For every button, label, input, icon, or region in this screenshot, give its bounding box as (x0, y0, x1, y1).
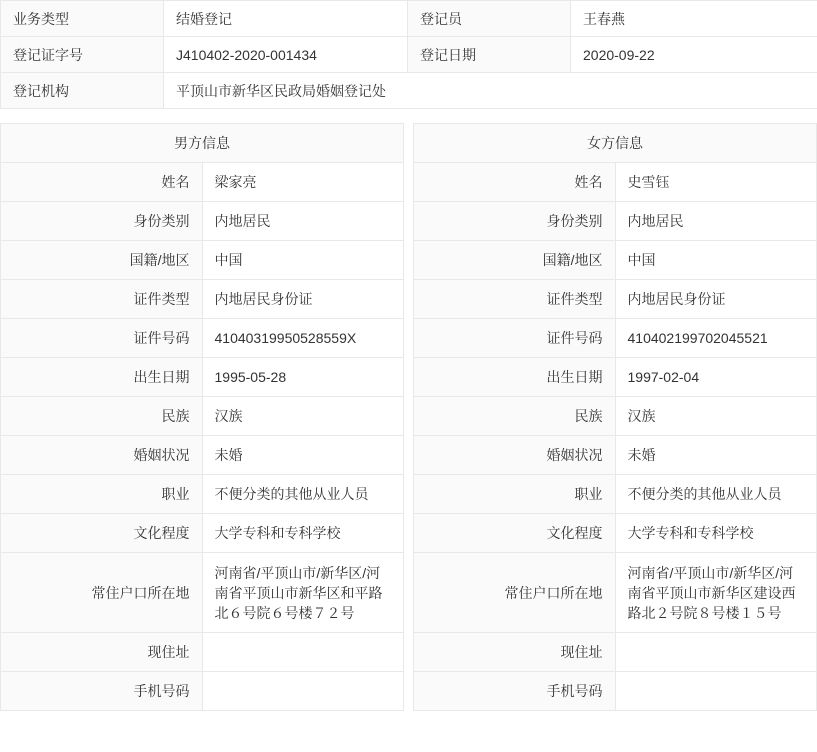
female-marital-status-value: 未婚 (615, 436, 817, 475)
female-identity-category-value: 内地居民 (615, 202, 817, 241)
female-name-value: 史雪钰 (615, 163, 817, 202)
male-ethnicity-label: 民族 (1, 397, 203, 436)
table-row (414, 319, 817, 358)
female-panel-title: 女方信息 (414, 124, 817, 163)
table-row (414, 553, 817, 633)
male-marital-status-value: 未婚 (202, 436, 404, 475)
table-row (414, 475, 817, 514)
table-row (1, 319, 404, 358)
registration-date-label: 登记日期 (408, 37, 571, 73)
table-row (1, 672, 404, 711)
female-birthdate-value: 1997-02-04 (615, 358, 817, 397)
male-occupation-label: 职业 (1, 475, 203, 514)
table-row (414, 202, 817, 241)
female-marital-status-label: 婚姻状况 (414, 436, 616, 475)
male-marital-status-label: 婚姻状况 (1, 436, 203, 475)
female-education-label: 文化程度 (414, 514, 616, 553)
table-row (414, 633, 817, 672)
female-identity-category-label: 身份类别 (414, 202, 616, 241)
business-type-label: 业务类型 (1, 1, 164, 37)
table-row (414, 397, 817, 436)
table-row (414, 280, 817, 319)
table-row (1, 514, 404, 553)
male-panel (0, 123, 404, 711)
table-row (414, 358, 817, 397)
female-phone-value (615, 672, 817, 711)
male-info-table (0, 123, 404, 711)
female-id-number-label: 证件号码 (414, 319, 616, 358)
table-row (414, 672, 817, 711)
female-ethnicity-label: 民族 (414, 397, 616, 436)
male-nationality-label: 国籍/地区 (1, 241, 203, 280)
registration-agency-label: 登记机构 (1, 73, 164, 109)
female-id-number-value: 410402199702045521 (615, 319, 817, 358)
female-id-type-label: 证件类型 (414, 280, 616, 319)
male-identity-category-value: 内地居民 (202, 202, 404, 241)
male-identity-category-label: 身份类别 (1, 202, 203, 241)
male-id-number-label: 证件号码 (1, 319, 203, 358)
male-phone-value (202, 672, 404, 711)
table-row (1, 633, 404, 672)
female-nationality-value: 中国 (615, 241, 817, 280)
registration-agency-value: 平顶山市新华区民政局婚姻登记处 (164, 73, 817, 109)
female-info-table (413, 123, 817, 711)
table-row (1, 163, 404, 202)
male-household-address-value: 河南省/平顶山市/新华区/河南省平顶山市新华区和平路北６号院６号楼７２号 (202, 553, 404, 633)
male-id-type-value: 内地居民身份证 (202, 280, 404, 319)
male-name-label: 姓名 (1, 163, 203, 202)
table-row (1, 241, 404, 280)
female-panel (413, 123, 817, 711)
person-panels (0, 109, 817, 711)
table-row (1, 37, 817, 73)
female-birthdate-label: 出生日期 (414, 358, 616, 397)
table-row (414, 514, 817, 553)
male-household-address-label: 常住户口所在地 (1, 553, 203, 633)
table-row (1, 553, 404, 633)
registration-summary-table (0, 0, 817, 109)
male-phone-label: 手机号码 (1, 672, 203, 711)
female-education-value: 大学专科和专科学校 (615, 514, 817, 553)
female-current-address-label: 现住址 (414, 633, 616, 672)
female-ethnicity-value: 汉族 (615, 397, 817, 436)
female-name-label: 姓名 (414, 163, 616, 202)
female-occupation-value: 不便分类的其他从业人员 (615, 475, 817, 514)
table-row (1, 1, 817, 37)
business-type-value: 结婚登记 (164, 1, 408, 37)
male-ethnicity-value: 汉族 (202, 397, 404, 436)
male-current-address-value (202, 633, 404, 672)
male-current-address-label: 现住址 (1, 633, 203, 672)
registration-date-value: 2020-09-22 (571, 37, 817, 73)
male-birthdate-value: 1995-05-28 (202, 358, 404, 397)
table-row (1, 202, 404, 241)
male-education-value: 大学专科和专科学校 (202, 514, 404, 553)
female-occupation-label: 职业 (414, 475, 616, 514)
male-id-number-value: 41040319950528559X (202, 319, 404, 358)
male-nationality-value: 中国 (202, 241, 404, 280)
female-household-address-value: 河南省/平顶山市/新华区/河南省平顶山市新华区建设西路北２号院８号楼１５号 (615, 553, 817, 633)
table-row (1, 280, 404, 319)
female-phone-label: 手机号码 (414, 672, 616, 711)
table-row (414, 124, 817, 163)
table-row (414, 241, 817, 280)
male-panel-title: 男方信息 (1, 124, 404, 163)
table-row (1, 436, 404, 475)
female-household-address-label: 常住户口所在地 (414, 553, 616, 633)
table-row (1, 397, 404, 436)
female-nationality-label: 国籍/地区 (414, 241, 616, 280)
male-birthdate-label: 出生日期 (1, 358, 203, 397)
certificate-number-value: J410402-2020-001434 (164, 37, 408, 73)
table-row (1, 124, 404, 163)
certificate-number-label: 登记证字号 (1, 37, 164, 73)
registrar-value: 王春燕 (571, 1, 817, 37)
male-name-value: 梁家亮 (202, 163, 404, 202)
registrar-label: 登记员 (408, 1, 571, 37)
table-row (414, 436, 817, 475)
female-current-address-value (615, 633, 817, 672)
male-occupation-value: 不便分类的其他从业人员 (202, 475, 404, 514)
table-row (414, 163, 817, 202)
table-row (1, 475, 404, 514)
female-id-type-value: 内地居民身份证 (615, 280, 817, 319)
table-row (1, 358, 404, 397)
table-row (1, 73, 817, 109)
male-education-label: 文化程度 (1, 514, 203, 553)
male-id-type-label: 证件类型 (1, 280, 203, 319)
